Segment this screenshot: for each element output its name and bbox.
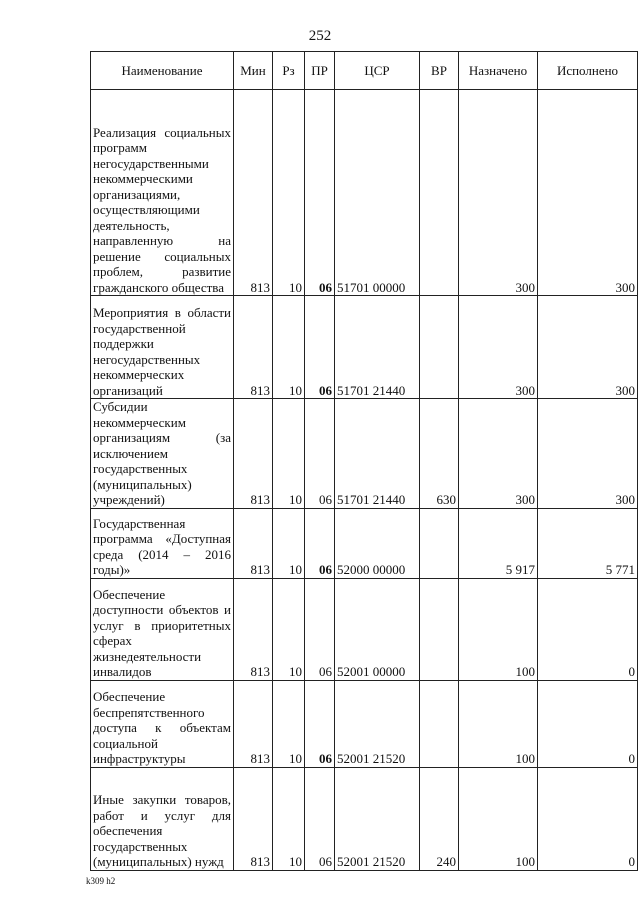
row-rz: 10 [273, 296, 305, 399]
row-assigned: 100 [459, 578, 538, 680]
column-header-rz: Рз [273, 52, 305, 90]
table-row [91, 578, 638, 680]
row-min: 813 [234, 578, 273, 680]
row-vr [420, 578, 459, 680]
table-row [91, 508, 638, 578]
row-min: 813 [234, 767, 273, 870]
table-row [91, 296, 638, 399]
row-assigned: 5 917 [459, 508, 538, 578]
row-vr [420, 296, 459, 399]
column-header-vr: ВР [420, 52, 459, 90]
row-csr: 51701 21440 [335, 399, 420, 509]
row-rz: 10 [273, 508, 305, 578]
row-vr: 240 [420, 767, 459, 870]
row-executed: 0 [538, 578, 638, 680]
row-pr: 06 [305, 90, 335, 296]
row-csr: 52000 00000 [335, 508, 420, 578]
row-name: Реализация социальных программ негосударственными некоммерческими организациями, осуществляющими деятельность, направленную на решение социальных проблем, развитие гражданского общества [91, 90, 234, 296]
row-executed: 300 [538, 399, 638, 509]
row-pr: 06 [305, 767, 335, 870]
table-row [91, 767, 638, 870]
row-csr: 52001 21520 [335, 767, 420, 870]
row-name: Иные закупки товаров, работ и услуг для обеспечения государственных (муниципальных) нужд [91, 767, 234, 870]
row-csr: 52001 00000 [335, 578, 420, 680]
column-header-executed: Исполнено [538, 52, 638, 90]
row-pr: 06 [305, 296, 335, 399]
table-row [91, 399, 638, 509]
table-header-row [91, 52, 638, 90]
row-csr: 51701 00000 [335, 90, 420, 296]
table-row [91, 680, 638, 767]
row-pr: 06 [305, 508, 335, 578]
row-name: Обеспечение беспрепятственного доступа к объектам социальной инфраструктуры [91, 680, 234, 767]
column-header-name: Наименование [91, 52, 234, 90]
row-assigned: 300 [459, 90, 538, 296]
row-vr [420, 508, 459, 578]
row-executed: 300 [538, 90, 638, 296]
row-assigned: 300 [459, 399, 538, 509]
row-vr [420, 680, 459, 767]
row-name: Мероприятия в области государственной поддержки негосударственных некоммерческих организаций [91, 296, 234, 399]
column-header-csr: ЦСР [335, 52, 420, 90]
row-vr: 630 [420, 399, 459, 509]
budget-table [90, 51, 638, 871]
row-rz: 10 [273, 680, 305, 767]
page-number: 252 [308, 28, 332, 44]
row-csr: 51701 21440 [335, 296, 420, 399]
row-csr: 52001 21520 [335, 680, 420, 767]
row-pr: 06 [305, 680, 335, 767]
row-rz: 10 [273, 767, 305, 870]
row-min: 813 [234, 399, 273, 509]
column-header-assigned: Назначено [459, 52, 538, 90]
column-header-pr: ПР [305, 52, 335, 90]
row-assigned: 100 [459, 680, 538, 767]
row-name: Государственная программа «Доступная среда (2014 – 2016 годы)» [91, 508, 234, 578]
row-name: Обеспечение доступности объектов и услуг в приоритетных сферах жизнедеятельности инвалидов [91, 578, 234, 680]
row-pr: 06 [305, 578, 335, 680]
row-min: 813 [234, 680, 273, 767]
row-executed: 0 [538, 680, 638, 767]
row-min: 813 [234, 90, 273, 296]
row-executed: 5 771 [538, 508, 638, 578]
row-min: 813 [234, 296, 273, 399]
row-rz: 10 [273, 399, 305, 509]
row-name: Субсидии некоммерческим организациям (за исключением государственных (муниципальных) учреждений) [91, 399, 234, 509]
footer-code: k309 h2 [86, 876, 116, 886]
row-pr: 06 [305, 399, 335, 509]
table-row [91, 90, 638, 296]
row-assigned: 300 [459, 296, 538, 399]
row-executed: 0 [538, 767, 638, 870]
row-vr [420, 90, 459, 296]
row-min: 813 [234, 508, 273, 578]
row-rz: 10 [273, 578, 305, 680]
row-executed: 300 [538, 296, 638, 399]
column-header-min: Мин [234, 52, 273, 90]
row-rz: 10 [273, 90, 305, 296]
row-assigned: 100 [459, 767, 538, 870]
